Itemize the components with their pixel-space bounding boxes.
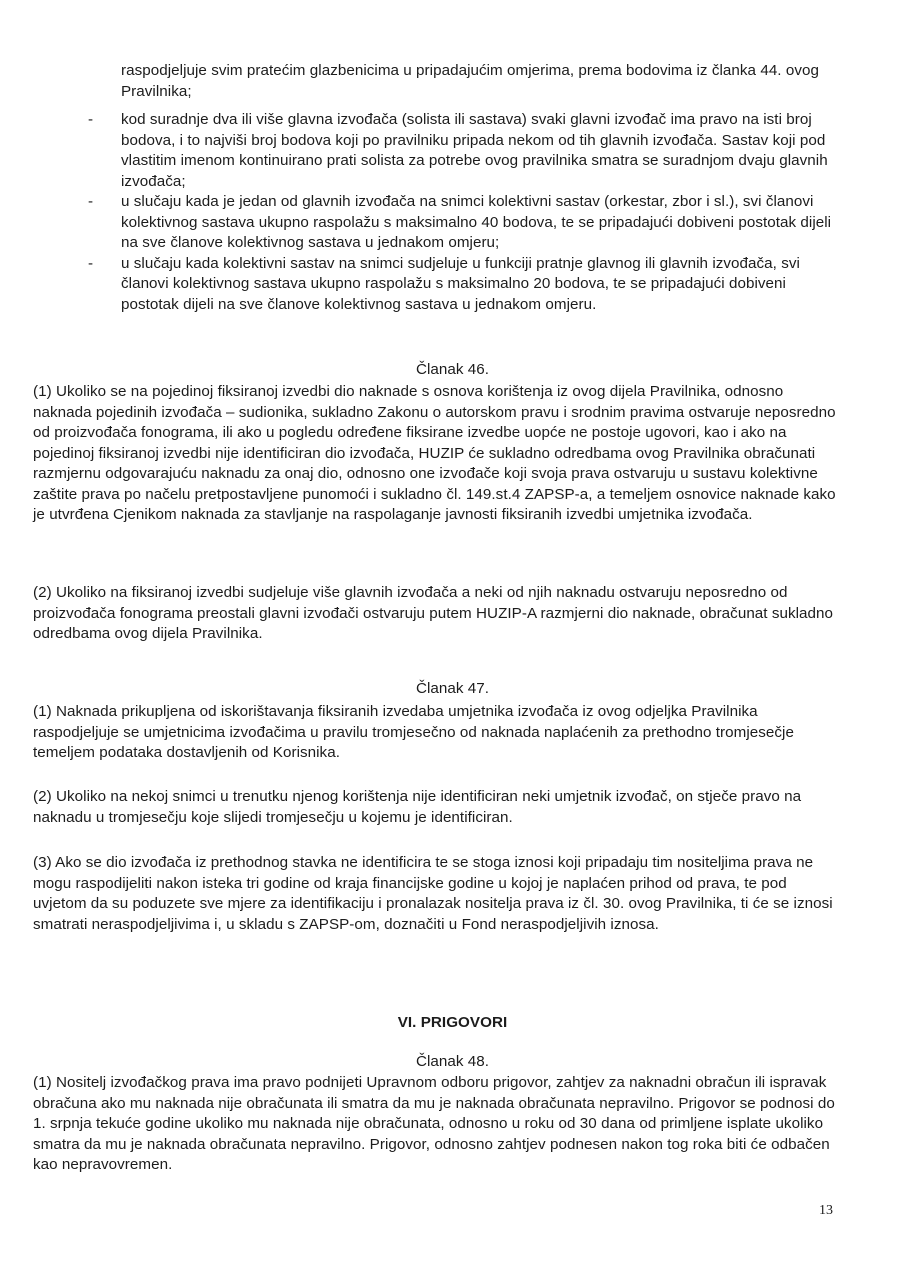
- article-46-title: Članak 46.: [415, 361, 490, 378]
- bullet-text: u slučaju kada je jedan od glavnih izvođača na snimci kolektivni sastav (orkestar, zbor i sl.), svi članovi kolektivnog sastava ukupno raspolažu s maksimalno 40 bodova, te se pripadajući dobiveni postotak dijeli na sve članove kolektivnog sastava u jednakom omjeru;: [121, 193, 832, 251]
- article-47-paragraph-1: (1) Naknada prikupljena od iskorištavanja fiksiranih izvedaba umjetnika izvođača iz ovog odjeljka Pravilnika raspodjeljuje se umjetnicima izvođačima u pravilu tromjesečno od naknada naplaćenih za prethodno tromjesečje temeljem podataka dostavljenih od Korisnika.: [33, 703, 794, 761]
- list-item: [88, 110, 848, 192]
- list-item: [88, 192, 848, 254]
- list-item: [88, 254, 848, 316]
- bullet-text: u slučaju kada kolektivni sastav na snimci sudjeluje u funkciji pratnje glavnog ili glavnih izvođača, svi članovi kolektivnog sastava ukupno raspolažu s maksimalno 20 bodova, te se pripadajući dobiveni postotak dijeli na sve članove kolektivnog sastava u jednakom omjeru.: [121, 254, 800, 313]
- article-47-paragraph-3: (3) Ako se dio izvođača iz prethodnog stavka ne identificira te se stoga iznosi koji pripadaju tim nositeljima prava ne mogu raspodijeliti nakon isteka tri godine od kraja financijske godine u kojoj je naplaćen prihod od prava, te pod uvjetom da su poduzete sve mjere za identifikaciju i pronalazak nositelja prava iz čl. 30. ovog Pravilnika, ti će se iznosi smatrati neraspodjeljivima i, u skladu s ZAPSP-om, doznačiti u Fond neraspodjeljivih iznosa.: [33, 854, 833, 933]
- article-47-title: Članak 47.: [415, 680, 490, 697]
- article-46-paragraph-1: (1) Ukoliko se na pojedinoj fiksiranoj izvedbi dio naknade s osnova korištenja iz ovog dijela Pravilnika, odnosno naknada pojedinih izvođača – sudionika, sukladno Zakonu o autorskom pravu i srodnim pravima ostvaruje neposredno od proizvođača fonograma, ili ako u pogledu određene fiksirane izvedbe uopće ne postoje ugovori, kao i ako na pojedinoj fiksiranoj izvedbi nije identificiran dio izvođača, HUZIP će sukladno odredbama ovog Pravilnika obračunati razmjernu odgovarajuću naknadu za onaj dio, odnosno one izvođače koji svoja prava ostvaruju u sustavu kolektivne zaštite prava po načelu pretpostavljene punomoći i sukladno čl. 149.st.4 ZAPSP-a, a temeljem osnovice naknade kako je utvrđena Cjenikom naknada za stavljanje na raspolaganje javnosti fiksiranih izvedbi umjetnika izvođača.: [33, 383, 836, 523]
- continuation-paragraph: raspodjeljuje svim pratećim glazbenicima u pripadajućim omjerima, prema bodovima iz članka 44. ovog Pravilnika;: [121, 62, 819, 100]
- bullet-marker: -: [88, 193, 94, 210]
- bullet-marker: -: [88, 254, 94, 272]
- bullet-text: kod suradnje dva ili više glavna izvođača (solista ili sastava) svaki glavni izvođač ima pravo na isti broj bodova, i to najviši broj bodova koji po pravilniku pripada nekom od tih glavnih izvođača. Sastav koji pod vlastitim imenom kontinuirano prati solista za potrebe ovog pravilnika smatra se suradnjom dvaju glavnih izvođača;: [121, 111, 828, 190]
- article-47-paragraph-2: (2) Ukoliko na nekoj snimci u trenutku njenog korištenja nije identificiran neki umjetnik izvođač, on stječe pravo na naknadu u tromjesečju koje slijedi tromjesečju u kojemu je identificiran.: [33, 788, 802, 826]
- bullet-list: [88, 110, 848, 315]
- article-46-paragraph-2: (2) Ukoliko na fiksiranoj izvedbi sudjeluje više glavnih izvođača a neki od njih naknadu ostvaruju neposredno od proizvođača fonograma preostali glavni izvođači ostvaruju putem HUZIP-A razmjerni dio naknade, obračunat sukladno odredbama ovog dijela Pravilnika.: [33, 584, 834, 642]
- page-number: 13: [819, 1203, 833, 1218]
- bullet-marker: -: [88, 111, 94, 128]
- article-48-title: Članak 48.: [415, 1053, 490, 1070]
- article-48-paragraph-1: (1) Nositelj izvođačkog prava ima pravo podnijeti Upravnom odboru prigovor, zahtjev za naknadni obračun ili ispravak obračuna ako mu naknada nije obračunata ili smatra da mu je naknada obračunata nepravilno. Prigovor se podnosi do 1. srpnja tekuće godine ukoliko mu naknada nije obračunata, odnosno u roku od 30 dana od primljene isplate ukoliko smatra da mu je naknada obračunata nepravilno. Prigovor, odnosno zahtjev podnesen nakon tog roka biti će odbačen kao nepravovremen.: [33, 1074, 835, 1173]
- section-heading: VI. PRIGOVORI: [397, 1014, 508, 1031]
